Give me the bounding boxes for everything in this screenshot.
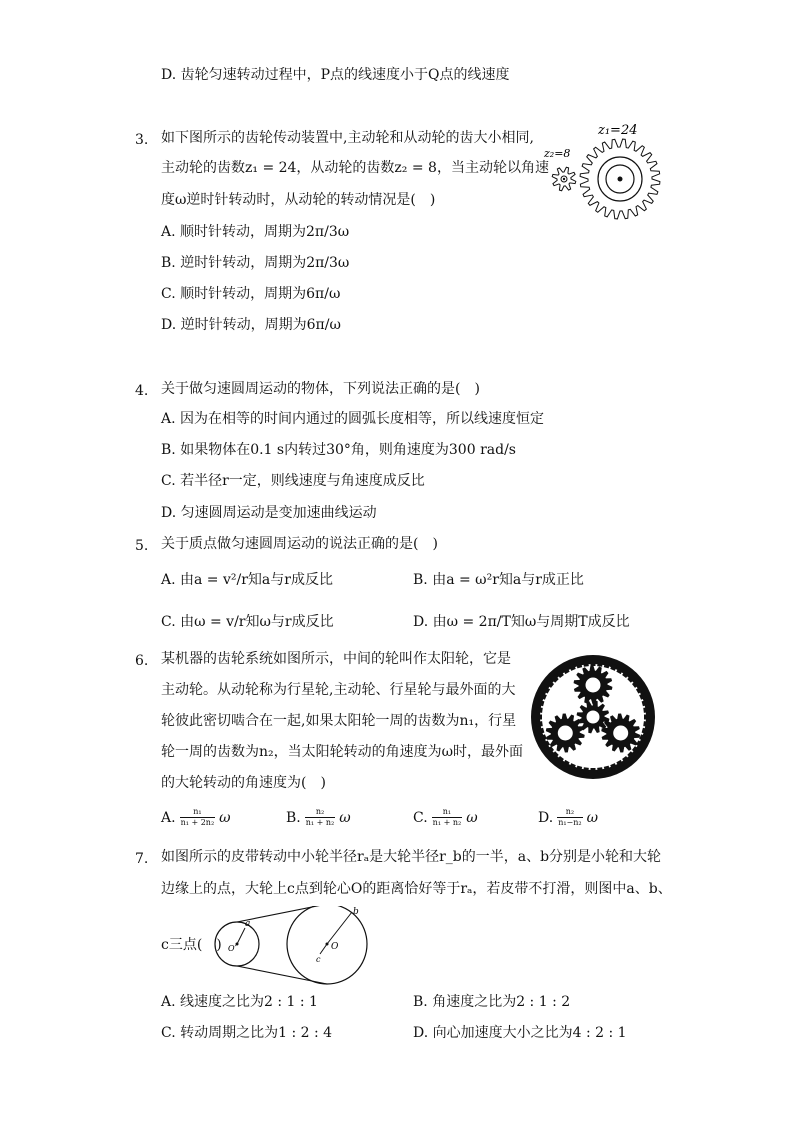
q6-option-c-fraction (432, 807, 463, 828)
denominator: n₁−n₂ (558, 818, 582, 827)
q4-option-d[interactable]: D. 匀速圆周运动是变加速曲线运动 (161, 505, 377, 521)
q5-option-a[interactable]: A. 由a = v²/r知a与r成反比 (161, 572, 333, 588)
denominator: n₁ + n₂ (305, 818, 335, 827)
q4-option-a[interactable]: A. 因为在相等的时间内通过的圆弧长度相等，所以线速度恒定 (161, 411, 545, 427)
q4-option-c[interactable]: C. 若半径r一定，则线速度与角速度成反比 (161, 473, 425, 489)
q6-stem-line-2: 主动轮。从动轮称为行星轮,主动轮、行星轮与最外面的大 (161, 682, 516, 698)
q3-number: 3. (135, 132, 149, 148)
q3-stem-line-3: 度ω逆时针转动时，从动轮的转动情况是( ) (161, 192, 436, 208)
label-a: a (245, 919, 251, 929)
q7-stem-line-3: c三点( ) (161, 937, 222, 953)
q3-option-b[interactable]: B. 逆时针转动，周期为2π/3ω (161, 255, 350, 271)
q6-option-b-fraction (305, 807, 336, 828)
q6-option-c[interactable] (413, 807, 478, 828)
q4-number: 4. (135, 383, 149, 399)
denominator: n₁ + 2n₂ (180, 818, 215, 827)
omega: ω (586, 809, 599, 826)
q5-option-c[interactable]: C. 由ω = v/r知ω与r成反比 (161, 614, 334, 630)
label-O: O (331, 942, 339, 952)
sun-gear (577, 701, 609, 733)
omega: ω (466, 809, 478, 826)
label-z1: z₁=24 (598, 123, 638, 138)
q6-option-d[interactable] (538, 807, 598, 828)
q6-stem-line-1: 某机器的齿轮系统如图所示，中间的轮叫作太阳轮，它是 (161, 651, 511, 667)
q5-number: 5. (135, 538, 149, 554)
numerator: n₁ (442, 807, 452, 816)
q6-option-c-letter: C. (413, 809, 428, 826)
omega: ω (219, 809, 231, 826)
q7-stem-line-1: 如图所示的皮带转动中小轮半径rₐ是大轮半径r_b的一半，a、b分别是小轮和大轮 (161, 849, 662, 865)
q3-option-c[interactable]: C. 顺时针转动，周期为6π/ω (161, 286, 341, 302)
numerator: n₂ (315, 807, 325, 816)
q6-option-d-letter: D. (538, 809, 554, 826)
denominator: n₁ + n₂ (432, 818, 462, 827)
q7-option-b[interactable]: B. 角速度之比为2 : 1 : 2 (413, 994, 571, 1010)
q4-option-b[interactable]: B. 如果物体在0.1 s内转过30°角，则角速度为300 rad/s (161, 442, 516, 458)
label-c: c (316, 955, 321, 964)
q6-option-b[interactable] (286, 807, 351, 828)
q7-option-d[interactable]: D. 向心加速度大小之比为4 : 2 : 1 (413, 1025, 627, 1041)
q3-gear-figure (540, 120, 670, 220)
q6-option-a-letter: A. (161, 809, 176, 826)
q7-option-a[interactable]: A. 线速度之比为2 : 1 : 1 (161, 994, 318, 1010)
q6-option-d-fraction (557, 807, 582, 828)
q5-option-d[interactable]: D. 由ω = 2π/T知ω与周期T成反比 (413, 614, 630, 630)
q7-belt-pulley-figure (212, 906, 372, 986)
q6-stem-line-4: 轮一周的齿数为n₂，当太阳轮转动的角速度为ω时，最外面 (161, 744, 524, 760)
q6-option-a-fraction (180, 807, 216, 828)
q5-option-b[interactable]: B. 由a = ω²r知a与r成正比 (413, 572, 584, 588)
q3-option-d[interactable]: D. 逆时针转动，周期为6π/ω (161, 317, 341, 333)
label-O-prime: O′ (228, 944, 237, 953)
q6-stem-line-3: 轮彼此密切啮合在一起,如果太阳轮一周的齿数为n₁，行星 (161, 713, 517, 729)
label-z2: z₂=8 (544, 147, 571, 160)
q6-planetary-gear-figure (528, 652, 658, 782)
q3-stem-line-2: 主动轮的齿数z₁ = 24，从动轮的齿数z₂ = 8，当主动轮以角速 (161, 160, 549, 176)
q3-option-a[interactable]: A. 顺时针转动，周期为2π/3ω (161, 224, 350, 240)
q4-stem: 关于做匀速圆周运动的物体，下列说法正确的是( ) (161, 381, 480, 397)
q6-number: 6. (135, 653, 149, 669)
numerator: n₁ (193, 807, 202, 816)
q7-number: 7. (135, 851, 149, 867)
numerator: n₂ (565, 807, 575, 816)
q2-option-d: D. 齿轮匀速转动过程中，P点的线速度小于Q点的线速度 (161, 67, 510, 83)
label-b: b (353, 907, 359, 917)
omega: ω (339, 809, 351, 826)
q6-option-b-letter: B. (286, 809, 301, 826)
q6-option-a[interactable] (161, 807, 231, 828)
q3-stem-line-1: 如下图所示的齿轮传动装置中,主动轮和从动轮的齿大小相同, (161, 130, 534, 146)
q7-option-c[interactable]: C. 转动周期之比为1 : 2 : 4 (161, 1025, 333, 1041)
q7-stem-line-2: 边缘上的点，大轮上c点到轮心O的距离恰好等于rₐ，若皮带不打滑，则图中a、b、 (161, 881, 672, 897)
q5-stem: 关于质点做匀速圆周运动的说法正确的是( ) (161, 536, 438, 552)
q6-stem-line-5: 的大轮转动的角速度为( ) (161, 775, 326, 791)
